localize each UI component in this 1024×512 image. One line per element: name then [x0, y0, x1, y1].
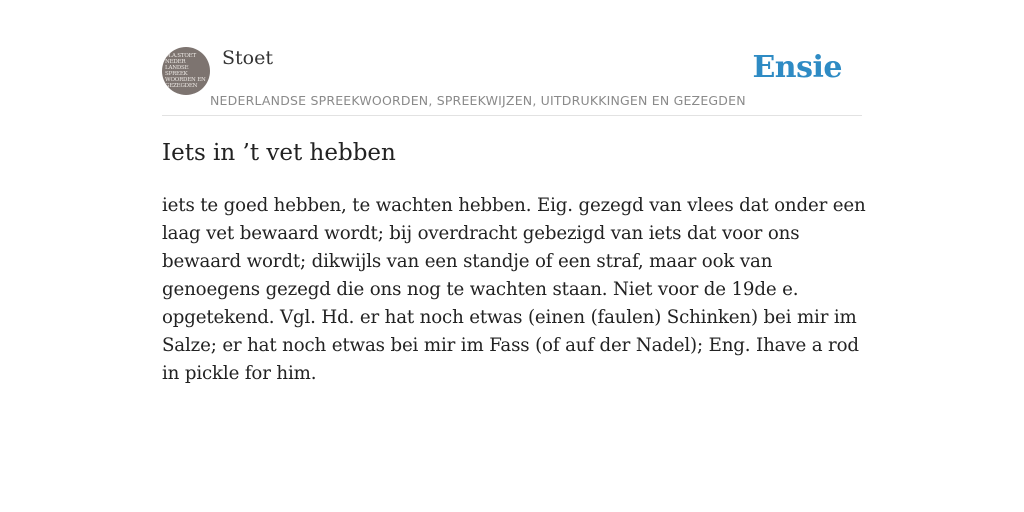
ensie-logo[interactable]: Ensie [752, 50, 842, 85]
source-subtitle[interactable]: NEDERLANDSE SPREEKWOORDEN, SPREEKWIJZEN, UITDRUKKINGEN EN GEZEGDEN [210, 93, 746, 108]
page-header [162, 46, 862, 116]
author-name[interactable]: Stoet [222, 47, 273, 69]
source-book-avatar[interactable] [162, 47, 210, 95]
avatar-cover-text: M.A.STOET NEDER LANDSE SPREEK WOORDEN EN GEZEGDEN [165, 53, 206, 89]
entry-definition: iets te goed hebben, te wachten hebben. Eig. gezegd van vlees dat onder een laag vet bewaard wordt; bij overdracht gebezigd van iets dat voor ons bewaard wordt; dikwijls van een standje of een straf, maar ook van genoegens gezegd die ons nog te wachten staan. Niet voor de 19de e. opgetekend. Vgl. Hd. er hat noch etwas (einen (faulen) Schinken) bei mir im Salze; er hat noch etwas bei mir im Fass (of auf der Nadel); Eng. Ihave a rod in pickle for him. [162, 195, 866, 384]
entry-title: Iets in ’t vet hebben [162, 140, 396, 166]
